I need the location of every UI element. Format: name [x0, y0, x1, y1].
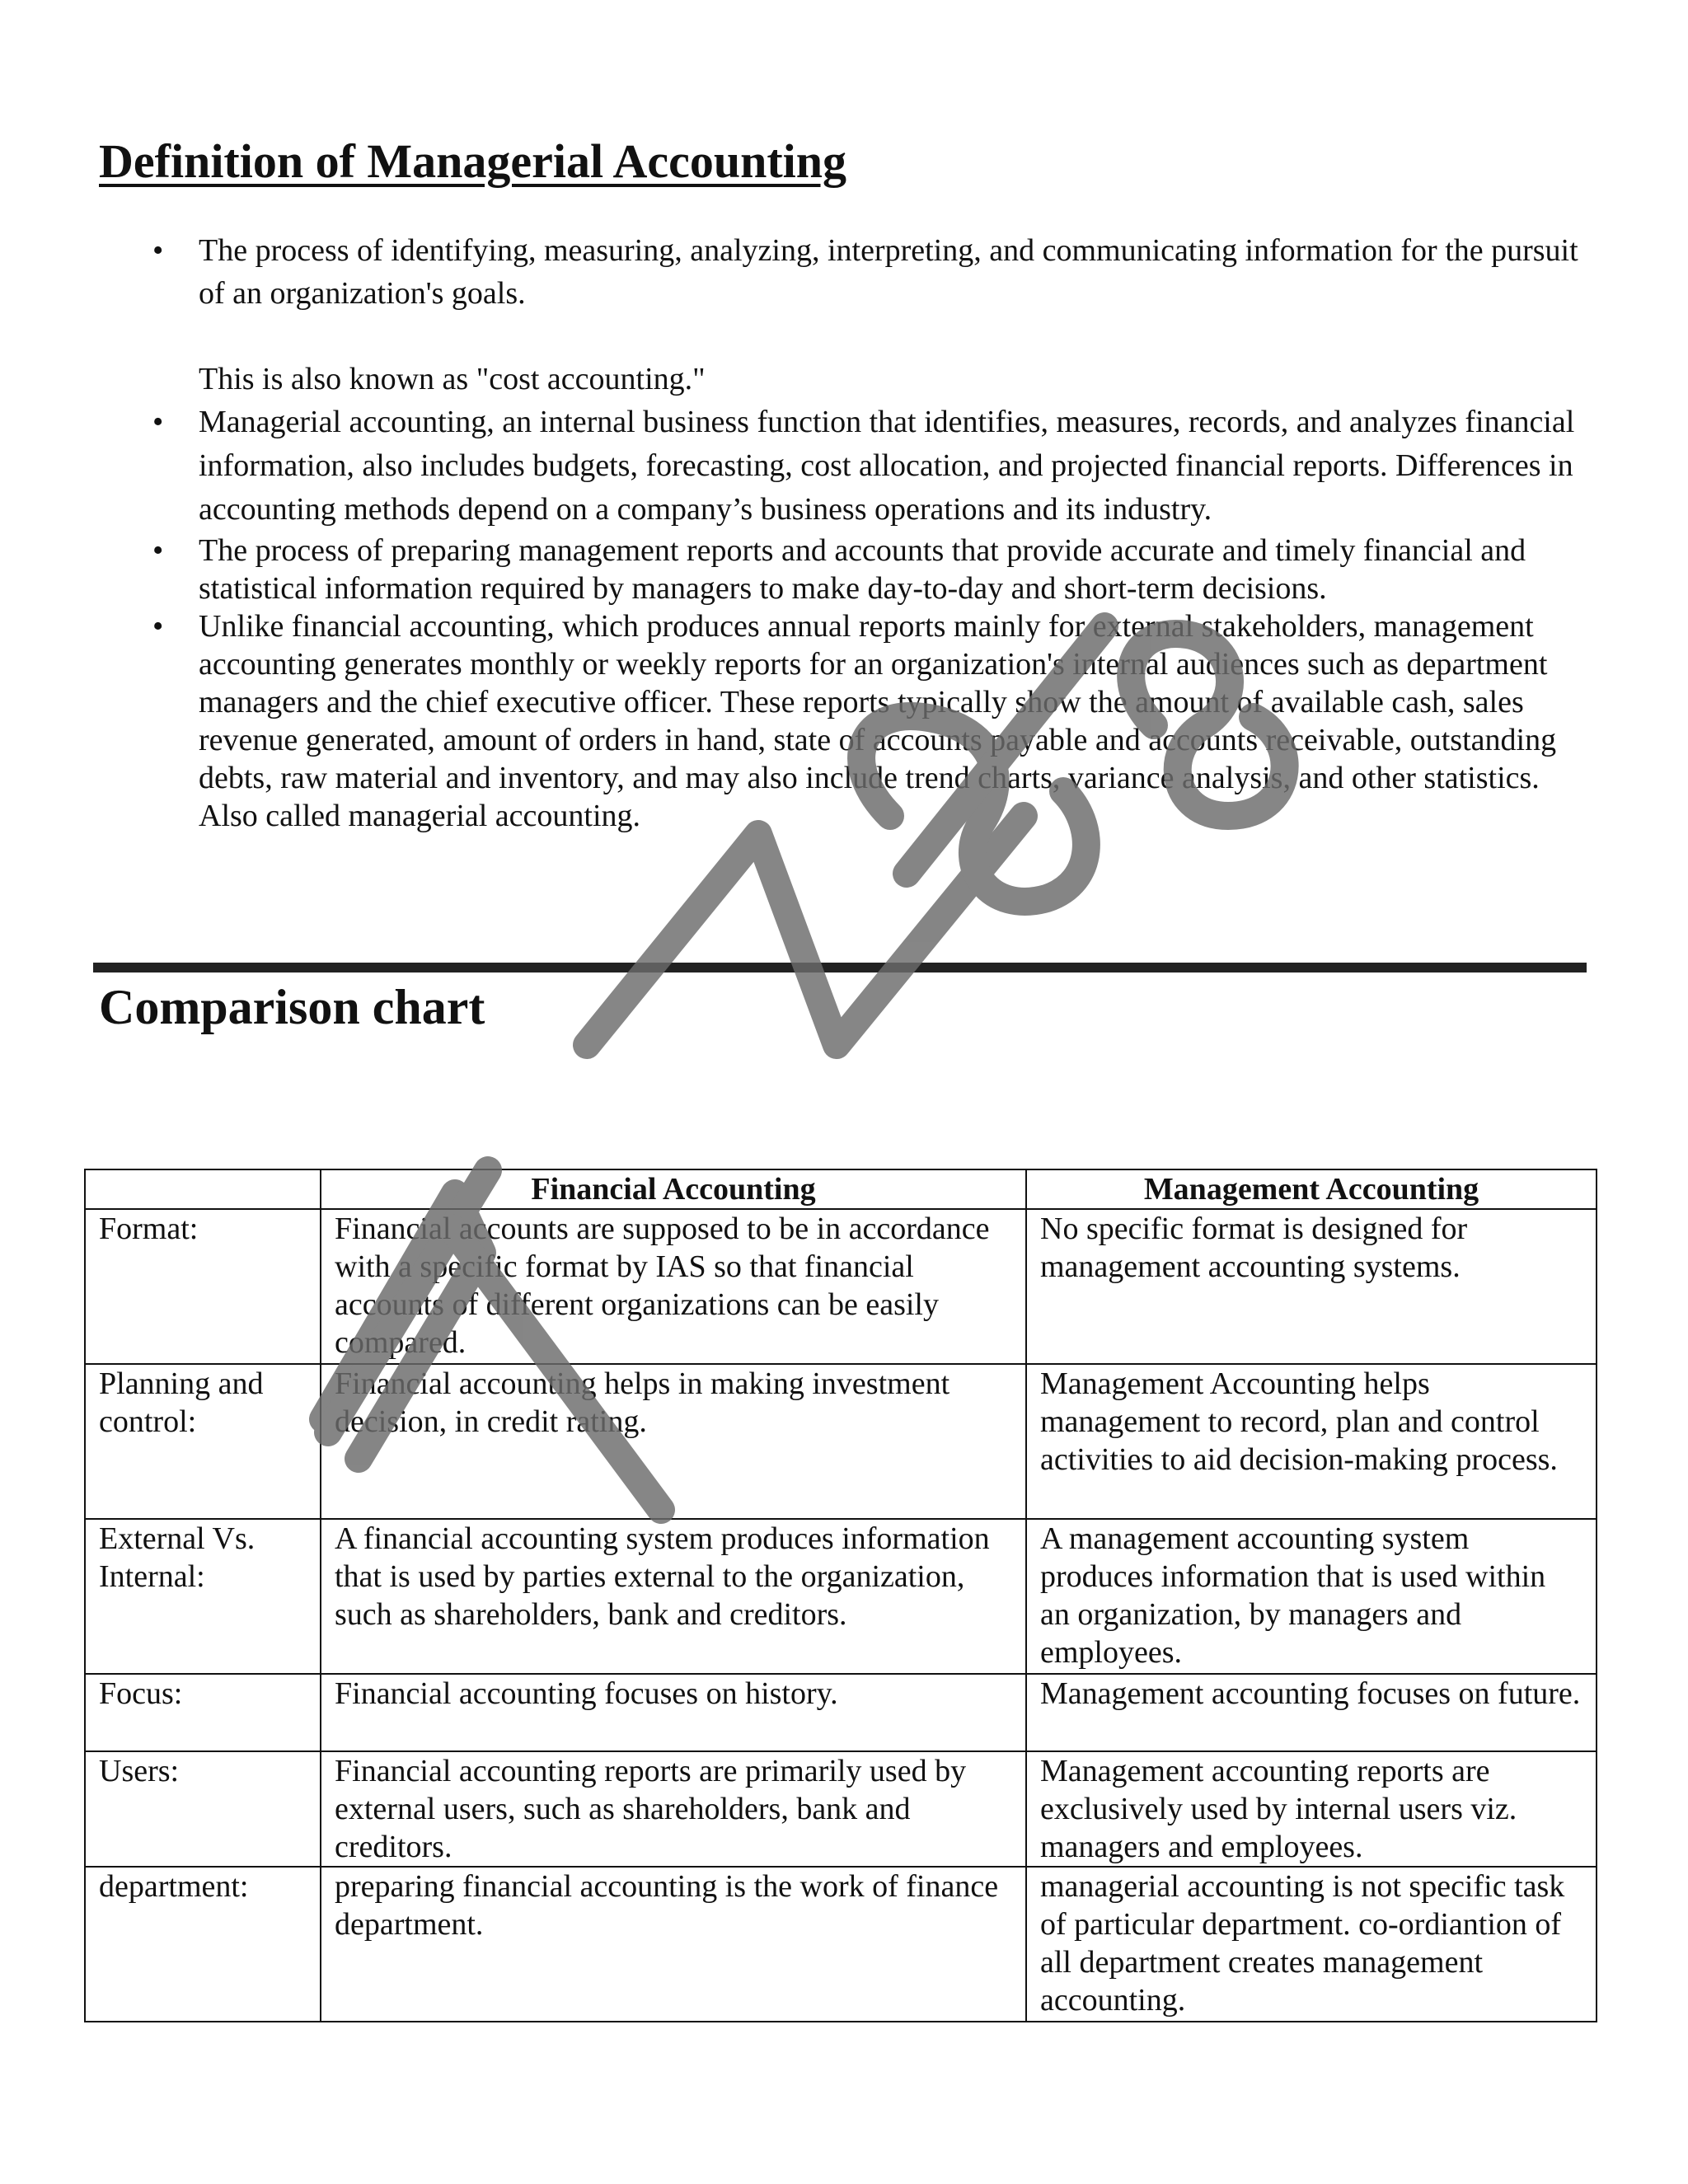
- management-cell: Management Accounting helps management to record, plan and control activities to aid decision-making process.: [1026, 1364, 1597, 1519]
- header-cell-empty: [85, 1169, 321, 1209]
- table-row: [85, 1674, 1597, 1751]
- table-row: [85, 1867, 1597, 2022]
- bullet-icon: •: [152, 533, 164, 568]
- row-label: Users:: [85, 1751, 321, 1867]
- definition-text: The process of preparing management reports and accounts that provide accurate and timely financial and statistical information required by managers to make day-to-day and short-term decisions.: [199, 533, 1526, 606]
- row-label: Planning and control:: [85, 1364, 321, 1519]
- bullet-icon: •: [152, 609, 164, 644]
- header-cell-management: Management Accounting: [1026, 1169, 1597, 1209]
- definition-list: [152, 229, 1603, 835]
- list-item: [152, 532, 1603, 607]
- row-label: Format:: [85, 1209, 321, 1364]
- table-row: [85, 1519, 1597, 1674]
- financial-cell: Financial accounting reports are primarily used by external users, such as shareholders, bank and creditors.: [321, 1751, 1026, 1867]
- management-cell: A management accounting system produces information that is used within an organization, by managers and employees.: [1026, 1519, 1597, 1674]
- comparison-table: [84, 1169, 1597, 2022]
- page-title: Definition of Managerial Accounting: [99, 134, 847, 188]
- watermark-stroke: [587, 816, 1024, 1045]
- management-cell: Management accounting reports are exclusively used by internal users viz. managers and employees.: [1026, 1751, 1597, 1867]
- bullet-icon: •: [152, 233, 164, 268]
- row-label: department:: [85, 1867, 321, 2022]
- list-item: [152, 401, 1603, 532]
- list-item: [152, 607, 1603, 835]
- section-divider: [93, 963, 1587, 972]
- row-label: Focus:: [85, 1674, 321, 1751]
- financial-cell: Financial accounting focuses on history.: [321, 1674, 1026, 1751]
- row-label: External Vs. Internal:: [85, 1519, 321, 1674]
- header-cell-financial: Financial Accounting: [321, 1169, 1026, 1209]
- management-cell: No specific format is designed for management accounting systems.: [1026, 1209, 1597, 1364]
- definition-text: Unlike financial accounting, which produces annual reports mainly for external stakeholders, management accounting generates monthly or weekly reports for an organization's internal audiences such as department managers and the chief executive officer. These reports typically show the amount of available cash, sales revenue generated, amount of orders in hand, state of accounts payable and accounts receivable, outstanding debts, raw material and inventory, and may also include trend charts, variance analysis, and other statistics. Also called managerial accounting.: [199, 609, 1557, 833]
- financial-cell: preparing financial accounting is the work of finance department.: [321, 1867, 1026, 2022]
- definition-note: This is also known as "cost accounting.": [199, 362, 706, 396]
- financial-cell: Financial accounting helps in making investment decision, in credit rating.: [321, 1364, 1026, 1519]
- management-cell: Management accounting focuses on future.: [1026, 1674, 1597, 1751]
- table-row: [85, 1364, 1597, 1519]
- table-row: [85, 1209, 1597, 1364]
- financial-cell: A financial accounting system produces information that is used by parties external to the organization, such as shareholders, bank and creditors.: [321, 1519, 1026, 1674]
- definition-text: The process of identifying, measuring, analyzing, interpreting, and communicating information for the pursuit of an organization's goals.: [199, 233, 1578, 311]
- bullet-icon: •: [152, 405, 164, 439]
- management-cell: managerial accounting is not specific task of particular department. co-ordiantion of all department creates management accounting.: [1026, 1867, 1597, 2022]
- section-title: Comparison chart: [99, 980, 485, 1034]
- definition-text: Managerial accounting, an internal business function that identifies, measures, records, and analyzes financial information, also includes budgets, forecasting, cost allocation, and projected financial reports. Differences in accounting methods depend on a company’s business operations and its industry.: [199, 405, 1575, 527]
- table-row: [85, 1751, 1597, 1867]
- financial-cell: Financial accounts are supposed to be in accordance with a specific format by IAS so that financial accounts of different organizations can be easily compared.: [321, 1209, 1026, 1364]
- list-item: [152, 229, 1603, 401]
- table-header-row: [85, 1169, 1597, 1209]
